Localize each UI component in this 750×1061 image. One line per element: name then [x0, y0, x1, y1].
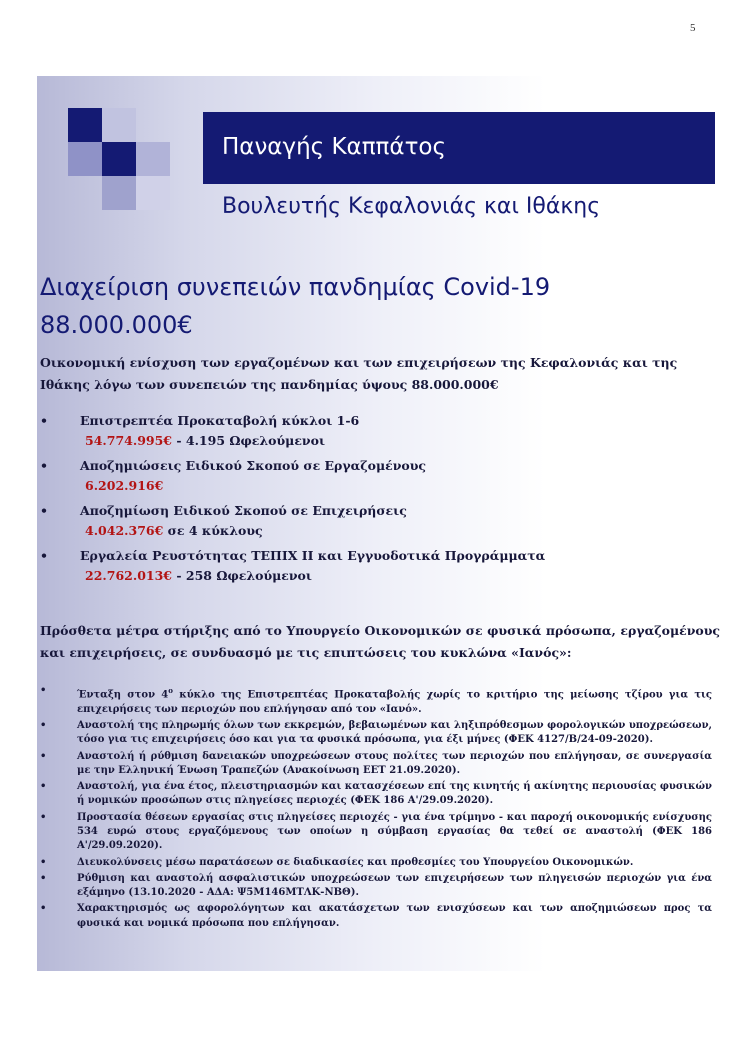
list-item [40, 856, 712, 870]
measures-list [40, 684, 712, 933]
measures-heading: Πρόσθετα μέτρα στήριξης από το Υπουργείο Οικονομικών σε φυσικά πρόσωπα, εργαζομένους και επιχειρήσεις, σε συνδυασμό με τις επιπτώσεις του κυκλώνα «Ιανός»: [40, 623, 720, 660]
grant-amount: 4.042.376€ [85, 523, 164, 538]
superscript: ο [168, 686, 173, 695]
grant-detail: σε 4 κύκλους [163, 523, 263, 538]
mp-name: Παναγής Καππάτος [222, 134, 446, 160]
list-item [40, 811, 712, 854]
list-item [40, 750, 712, 779]
decor-square [68, 142, 102, 176]
grants-list [40, 411, 720, 591]
list-item [40, 546, 720, 586]
title-line-1: Διαχείριση συνεπειών πανδημίας Covid-19 [40, 273, 551, 301]
list-item [40, 780, 712, 809]
measure-text: Αναστολή ή ρύθμιση δανειακών υποχρεώσεων στους πολίτες των περιοχών που επλήγησαν, σε συνεργασία με την Ελληνική Ένωση Τραπεζών (Ανακοίνωση ΕΕΤ 21.09.2020). [77, 750, 712, 776]
grant-amount: 6.202.916€ [85, 478, 164, 493]
page-title [40, 268, 550, 344]
measure-text: Αναστολή, για ένα έτος, πλειστηριασμών και κατασχέσεων επί της κινητής ή ακίνητης περιουσίας φυσικών ή νομικών προσώπων στις πληγείσες περιοχές (ΦΕΚ 186 Α'/29.09.2020). [77, 781, 712, 807]
grant-detail: - 4.195 Ωφελούμενοι [171, 433, 325, 448]
grant-label: Αποζημίωση Ειδικού Σκοπού σε Επιχειρήσεις [80, 503, 407, 518]
measure-text: Ρύθμιση και αναστολή ασφαλιστικών υποχρεώσεων των επιχειρήσεων των πληγεισών περιοχών για ένα εξάμηνο (13.10.2020 - ΑΔΑ: Ψ5Μ146ΜΤΛΚ-ΝΒΘ). [77, 872, 712, 899]
list-item [40, 411, 720, 451]
measure-text: Αναστολή της πληρωμής όλων των εκκρεμών, βεβαιωμένων και ληξιπρόθεσμων φορολογικών υποχρεώσεων, τόσο για τις επιχειρήσεις όσο και για τα φυσικά πρόσωπα, για έξι μήνες (ΦΕΚ 4127/Β/24-09-2020). [77, 719, 712, 746]
decor-square [136, 142, 170, 176]
decor-square [102, 176, 136, 210]
grant-amount: 22.762.013€ [85, 568, 172, 583]
grant-label: Επιστρεπτέα Προκαταβολή κύκλοι 1-6 [80, 413, 360, 428]
list-item [40, 872, 712, 901]
measure-text: Διευκολύνσεις μέσω παρατάσεων σε διαδικασίες και προθεσμίες του Υπουργείου Οικονομικών. [77, 856, 634, 868]
list-item [40, 684, 712, 717]
title-line-2: 88.000.000€ [40, 311, 193, 339]
decor-square [68, 108, 102, 142]
measure-text: Προστασία θέσεων εργασίας στις πληγείσες περιοχές - για ένα τρίμηνο - και παροχή οικονομικής ενίσχυσης 534 ευρώ στους εργαζόμενους των οποίων η σύμβαση εργασίας θα τεθεί σε αναστολή (ΦΕΚ 186 Α'/29.09.2020). [77, 811, 712, 852]
mp-title: Βουλευτής Κεφαλονιάς και Ιθάκης [222, 194, 601, 219]
list-item [40, 456, 720, 496]
decor-square [102, 142, 136, 176]
measure-text: Χαρακτηρισμός ως αφορολόγητων και ακατάσχετων των ενισχύσεων και των αποζημιώσεων προς τα φυσικά και νομικά πρόσωπα που επλήγησαν. [77, 903, 712, 929]
list-item [40, 719, 712, 748]
measure-text: κύκλο της Επιστρεπτέας Προκαταβολής χωρίς το κριτήριο της μείωσης τζίρου για τις επιχειρήσεις των περιοχών που επλήγησαν από τον «Ιανό». [77, 689, 712, 715]
grant-amount: 54.774.995€ [85, 433, 172, 448]
grant-label: Εργαλεία Ρευστότητας ΤΕΠΙΧ ΙΙ και Εγγυοδοτικά Προγράμματα [80, 548, 546, 563]
measure-text: Ένταξη στον 4 [77, 689, 169, 701]
decor-square [136, 176, 170, 210]
intro-paragraph: Οικονομική ενίσχυση των εργαζομένων και των επιχειρήσεων της Κεφαλονιάς και της Ιθάκης λόγω των συνεπειών της πανδημίας ύψους 88.000.000€ [40, 355, 678, 392]
list-item [40, 902, 712, 931]
decor-square [102, 108, 136, 142]
list-item [40, 501, 720, 541]
grant-label: Αποζημιώσεις Ειδικού Σκοπού σε Εργαζομένους [80, 458, 427, 473]
page-number: 5 [690, 22, 696, 34]
grant-detail: - 258 Ωφελούμενοι [171, 568, 312, 583]
